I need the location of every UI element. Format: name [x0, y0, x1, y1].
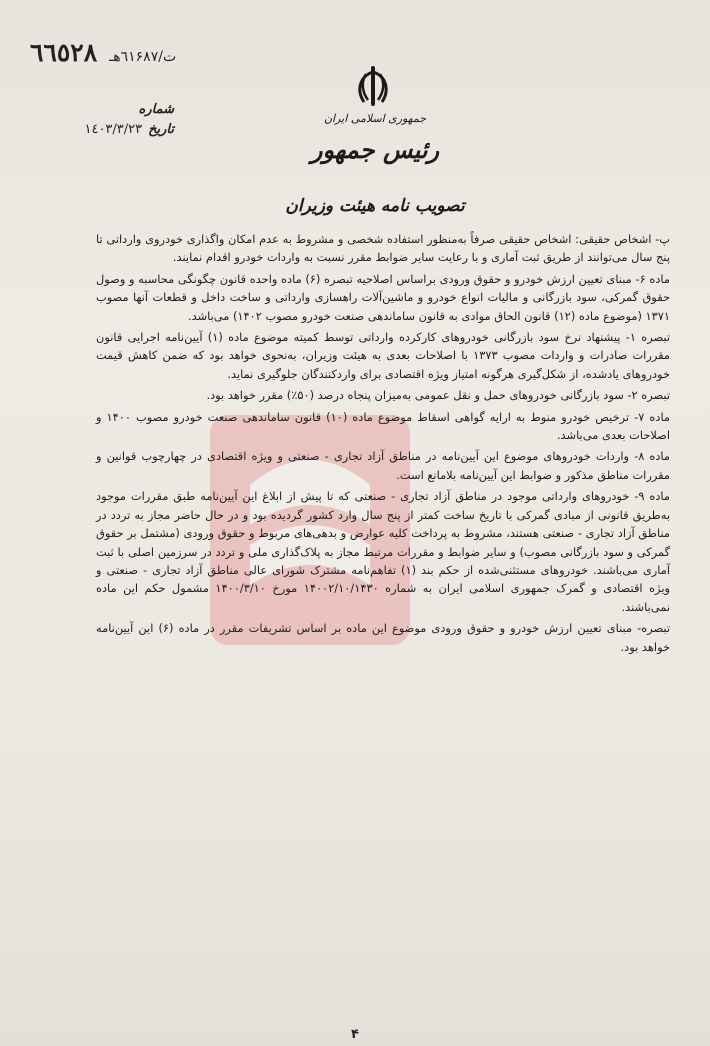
document-reference-number [30, 38, 176, 67]
number-label: شماره [138, 102, 174, 117]
paragraph: ماده ۹- خودروهای وارداتی موجود در مناطق آزاد تجاری - صنعتی که تا پیش از ابلاغ این آیین‌نامه طبق مقررات موجود به‌طریق قانونی از مبادی گمرکی با تاریخ ساخت کمتر از پنج سال وارد کشور گردیده بود و در حال حاضر مجاز به تردد در مناطق آزاد تجاری - صنعتی هستند، مشروط به پرداخت کلیه عوارض و بدهی‌های مربوط و حقوق ورودی (مشتمل بر حقوق گمرکی و سود بازرگانی مصوب) و سایر ضوابط و مقررات مرتبط مجاز به پلاک‌گذاری ملی و تردد در سرزمین اصلی با ثبت آماری می‌باشند. خودروهای مستثنی‌شده از حکم بند (۱) تفاهم‌نامه مشترک شورای عالی مناطق آزاد تجاری - صنعتی و ویژه اقتصادی و گمرک جمهوری اسلامی ایران به شماره ۱۴۰۰۲/۱۰/۱۴۳۰ مورخ ۱۴۰۰/۳/۱۰ مشمول حکم این ماده نمی‌باشند. [96, 489, 671, 614]
date-row [34, 120, 174, 140]
country-name: جمهوری اسلامی ایران [323, 112, 427, 125]
date-label: تاریخ [148, 122, 174, 137]
document-body [96, 230, 670, 659]
reference-code: ت/٦١۶٨٧هـ [109, 49, 177, 65]
document-subject: تصویب نامه هیئت وزیران [285, 196, 465, 216]
page-number: ۴ [351, 1027, 359, 1042]
iran-emblem-icon [350, 64, 396, 110]
paragraph: تبصره ۱- پیشنهاد نرخ سود بازرگانی خودروهای کارکرده وارداتی توسط کمیته موضوع ماده (۱) آیین‌نامه اجرایی قانون مقررات صادرات و واردات مصوب ۱۳۷۳ با اصلاحات بعدی به هیئت وزیران، به‌نحوی خواهد بود که ضمن کاهش قیمت خودروهای یادشده، از شکل‌گیری هرگونه امتیاز ویژه اقتصادی برای واردکنندگان جلوگیری نماید. [96, 330, 671, 381]
paragraph: پ- اشخاص حقیقی: اشخاص حقیقی صرفاً به‌منظور استفاده شخصی و مشروط به عدم امکان واگذاری خودروی وارداتی تا پنج سال می‌توانند از طریق ثبت آماری و با رعایت سایر ضوابط مقرر نسبت به واردات خودرو اقدام نمایند. [96, 232, 670, 265]
office-title: رئیس جمهور [310, 135, 440, 164]
paragraph: تبصره ۲- سود بازرگانی خودروهای حمل و نقل عمومی به‌میزان پنجاه درصد (۵۰٪) مقرر خواهد بود. [206, 388, 670, 403]
number-row [34, 100, 174, 120]
paragraph: ماده ۷- ترخیص خودرو منوط به ارایه گواهی اسقاط موضوع ماده (۱۰) قانون ساماندهی صنعت خودرو مصوب ۱۴۰۰ و اصلاحات بعدی می‌باشد. [96, 409, 671, 443]
reference-number: ٦٦٥٢٨ [30, 38, 98, 67]
paragraph: ماده ۶- مبنای تعیین ارزش خودرو و حقوق ورودی براساس اصلاحیه تبصره (۶) ماده واحده قانون چگونگی محاسبه و وصول حقوق گمرکی، سود بازرگانی و مالیات انواع خودرو و ماشین‌آلات راهسازی وارداتی و ساخت داخل و قطعات آنها مصوب ۱۳۷۱ (موضوع ماده (۱۲) قانون الحاق موادی به قانون ساماندهی صنعت خودرو مصوب ۱۴۰۲) می‌باشد. [96, 271, 670, 323]
number-date-block [34, 100, 174, 140]
paragraph: تبصره- مبنای تعیین ارزش خودرو و حقوق ورودی موضوع این ماده بر اساس تشریفات مقرر در ماده (۶) این آیین‌نامه خواهد بود. [96, 621, 671, 654]
paragraph: ماده ۸- واردات خودروهای موضوع این آیین‌نامه در مناطق آزاد تجاری - صنعتی و ویژه اقتصادی در چهارچوب قوانین و مقررات مناطق مذکور و ضوابط این آیین‌نامه بلامانع است. [96, 449, 670, 482]
date-value: ١٤٠٣/٣/٢٣ [84, 122, 143, 137]
